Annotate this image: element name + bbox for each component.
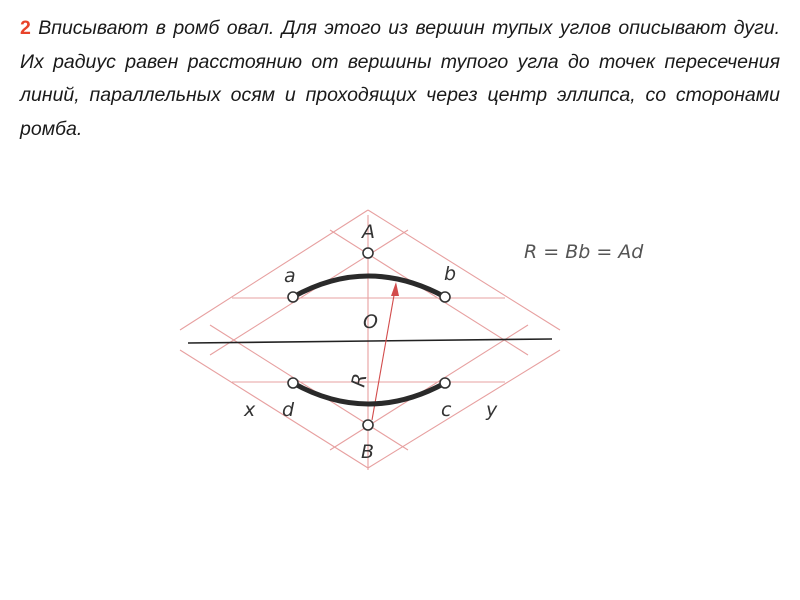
point-c [440,378,450,388]
point-b [440,292,450,302]
rhombus-side-lower-right [368,350,560,468]
point-d [288,378,298,388]
label-y: y [486,399,498,421]
label-d: d [282,399,295,421]
label-B: B [361,441,375,463]
label-O: O [363,311,378,333]
label-A: A [362,221,375,243]
label-R: R [347,371,372,390]
label-c: c [441,399,452,421]
point-A [363,248,373,258]
upper-arc [293,276,445,297]
point-a [288,292,298,302]
point-B [363,420,373,430]
horizontal-axis [188,339,552,343]
instruction-text: Вписывают в ромб овал. Для этого из вершин тупых углов описывают дуги. Их радиус равен расстоянию от вершины тупого угла до точек пересечения линий, параллельных осям и проходящих через центр эллипса, со сторонами ромба. [20,17,780,140]
label-x: x [244,399,256,421]
rhombus-side-upper-right [368,210,560,330]
radius-formula: R = Bb = Ad [524,241,644,263]
label-b: b [444,263,457,285]
rhombus-side-lower-left [180,350,368,468]
radius-arrowhead [391,282,399,296]
rhombus-side-upper-left [180,210,368,330]
step-number: 2 [20,17,31,39]
label-a: a [284,265,296,287]
